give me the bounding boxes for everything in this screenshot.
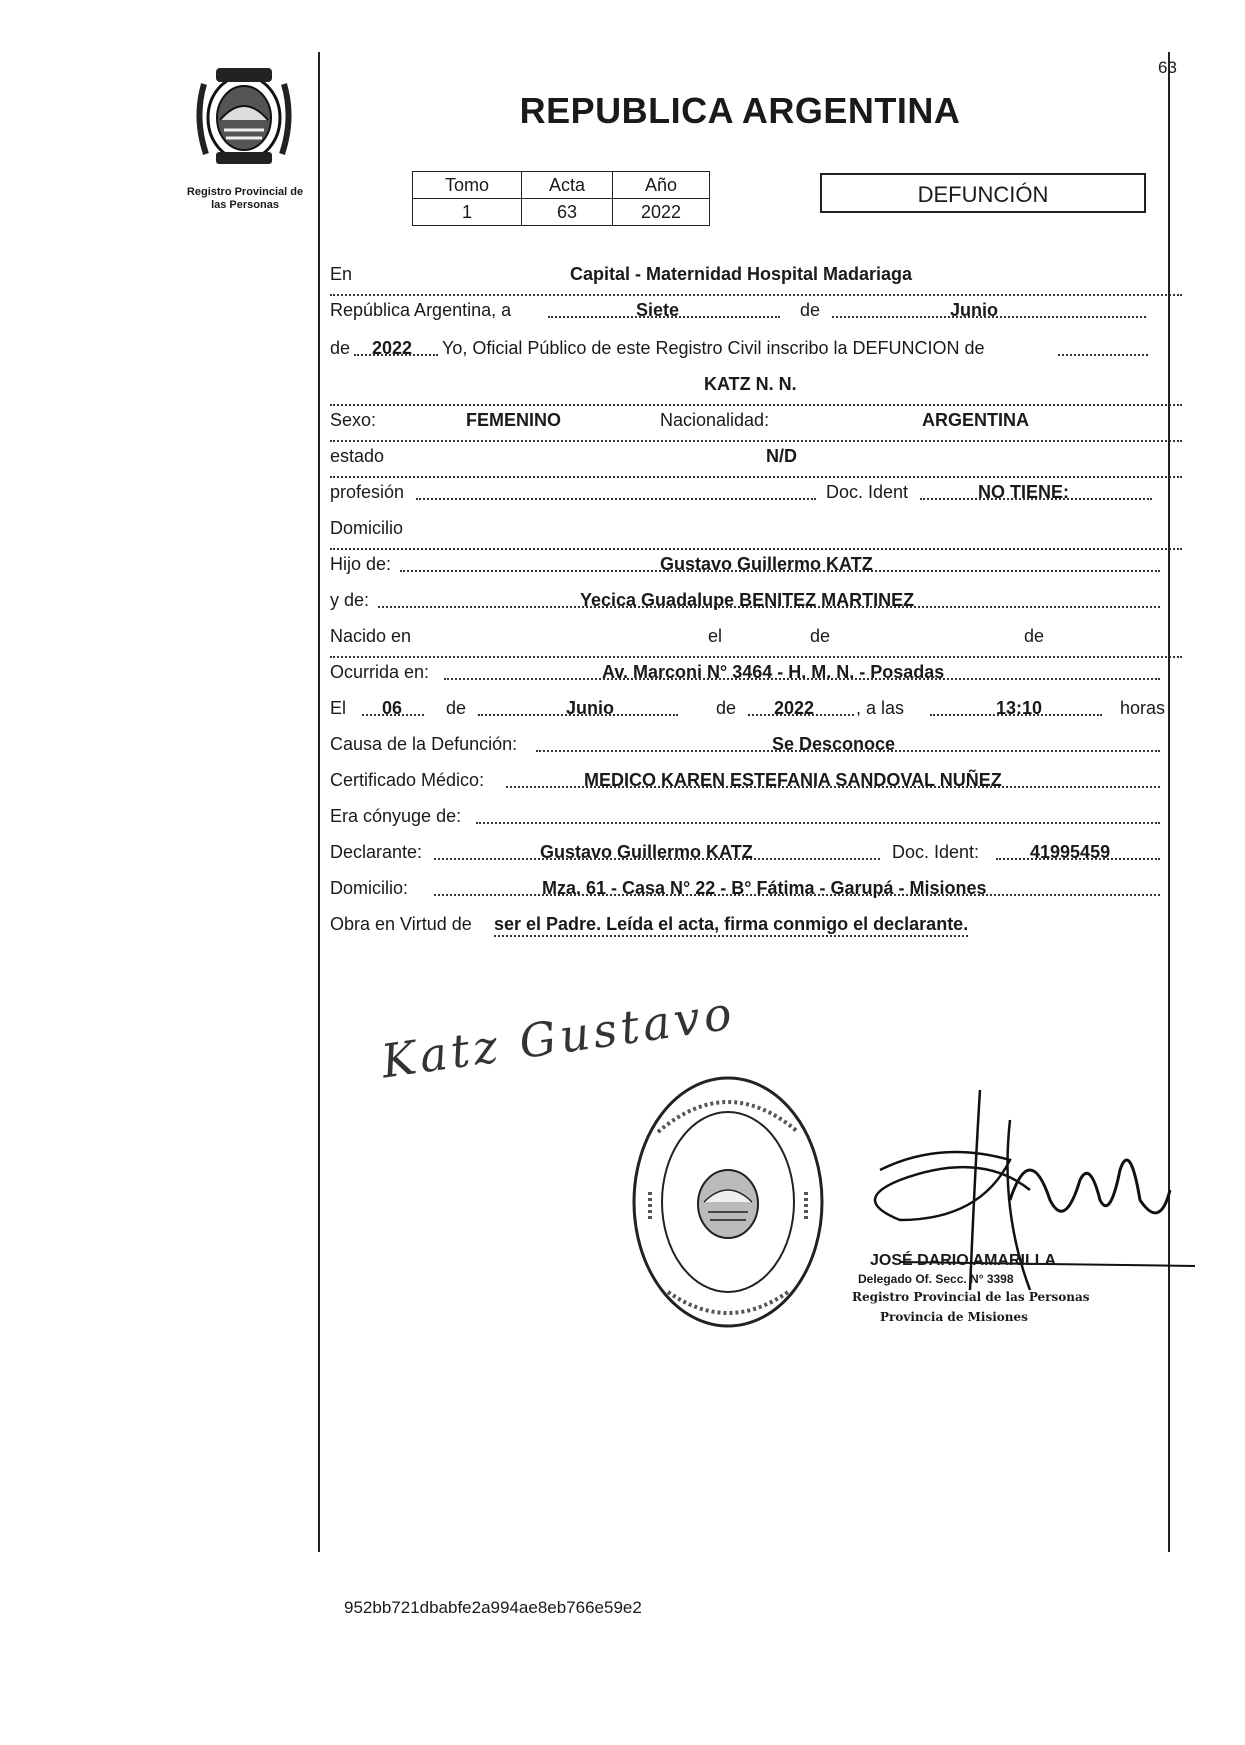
label-estado: estado bbox=[330, 446, 385, 466]
value-doc-ident: NO TIENE: bbox=[978, 482, 1070, 502]
label-conyuge: Era cónyuge de: bbox=[330, 806, 462, 826]
row-en bbox=[330, 258, 1182, 296]
label-decl-doc: Doc. Ident: bbox=[892, 842, 980, 862]
label-ocurrida: Ocurrida en: bbox=[330, 662, 430, 682]
value-death-time: 13:10 bbox=[996, 698, 1043, 718]
row-sexo bbox=[330, 404, 1182, 442]
document-title: REPUBLICA ARGENTINA bbox=[519, 90, 961, 131]
registry-caption-line-2: las Personas bbox=[211, 199, 279, 211]
official-province: Provincia de Misiones bbox=[880, 1310, 1028, 1324]
official-stamp bbox=[628, 1072, 828, 1332]
row-obra bbox=[330, 908, 1182, 944]
value-causa: Se Desconoce bbox=[772, 734, 896, 754]
row-domicilio-2 bbox=[330, 872, 1182, 908]
ref-value-anio: 2022 bbox=[613, 199, 710, 226]
label-el: el bbox=[708, 626, 723, 646]
value-day-word: Siete bbox=[636, 300, 680, 320]
label-domicilio-2: Domicilio: bbox=[330, 878, 409, 898]
label-obra: Obra en Virtud de bbox=[330, 914, 472, 934]
value-year: 2022 bbox=[372, 338, 413, 358]
page-number: 63 bbox=[1158, 58, 1177, 77]
row-nacido bbox=[330, 620, 1182, 658]
label-doc-ident: Doc. Ident bbox=[826, 482, 909, 502]
value-month-word: Junio bbox=[950, 300, 998, 320]
row-deceased bbox=[330, 368, 1182, 406]
value-nacionalidad: ARGENTINA bbox=[922, 410, 1029, 430]
label-horas: horas bbox=[1120, 698, 1166, 718]
row-profesion bbox=[330, 476, 1182, 512]
label-certificado: Certificado Médico: bbox=[330, 770, 485, 790]
label-nacionalidad: Nacionalidad: bbox=[660, 410, 770, 430]
value-obra: ser el Padre. Leída el acta, firma conmigo el declarante. bbox=[494, 914, 968, 937]
ref-header-acta: Acta bbox=[522, 172, 613, 199]
label-hijo-de: Hijo de: bbox=[330, 554, 392, 574]
row-causa bbox=[330, 728, 1182, 764]
label-de-b: de bbox=[1024, 626, 1045, 646]
label-de-4: de bbox=[716, 698, 737, 718]
value-certificado: MEDICO KAREN ESTEFANIA SANDOVAL NUÑEZ bbox=[584, 770, 1002, 790]
label-sexo: Sexo: bbox=[330, 410, 377, 430]
ref-header-tomo: Tomo bbox=[413, 172, 522, 199]
left-margin-line bbox=[318, 52, 320, 1552]
ref-header-anio: Año bbox=[613, 172, 710, 199]
official-registry: Registro Provincial de las Personas bbox=[852, 1290, 1090, 1304]
document-hash: 952bb721dbabfe2a994ae8eb766e59e2 bbox=[344, 1598, 642, 1617]
row-death-date bbox=[330, 692, 1182, 728]
value-decl-doc: 41995459 bbox=[1030, 842, 1111, 862]
document-type-box: DEFUNCIÓN bbox=[820, 173, 1146, 213]
label-domicilio: Domicilio bbox=[330, 518, 404, 538]
value-ocurrida: Av. Marconi N° 3464 - H. M. N. - Posadas bbox=[602, 662, 945, 682]
row-date bbox=[330, 294, 1182, 330]
row-declarante bbox=[330, 836, 1182, 872]
label-causa: Causa de la Defunción: bbox=[330, 734, 518, 754]
value-death-day: 06 bbox=[382, 698, 403, 718]
value-father: Gustavo Guillermo KATZ bbox=[660, 554, 873, 574]
row-y-de bbox=[330, 584, 1182, 620]
row-domicilio bbox=[330, 512, 1182, 550]
reference-table bbox=[412, 171, 710, 226]
value-place: Capital - Maternidad Hospital Madariaga bbox=[570, 264, 913, 284]
label-el-2: El bbox=[330, 698, 347, 718]
value-death-month: Junio bbox=[566, 698, 614, 718]
registry-caption bbox=[150, 186, 340, 212]
row-ocurrida bbox=[330, 656, 1182, 692]
label-de-2: de bbox=[330, 338, 351, 358]
value-sexo: FEMENINO bbox=[466, 410, 562, 430]
value-estado: N/D bbox=[766, 446, 797, 466]
label-en: En bbox=[330, 264, 353, 284]
label-de-a: de bbox=[810, 626, 831, 646]
label-de-3: de bbox=[446, 698, 467, 718]
label-de-1: de bbox=[800, 300, 821, 320]
row-estado bbox=[330, 440, 1182, 478]
label-profesion: profesión bbox=[330, 482, 405, 502]
official-post: Delegado Of. Secc. N° 3398 bbox=[858, 1272, 1014, 1286]
row-hijo bbox=[330, 548, 1182, 584]
row-statement bbox=[330, 332, 1182, 368]
value-death-year: 2022 bbox=[774, 698, 815, 718]
value-mother: Yecica Guadalupe BENITEZ MARTINEZ bbox=[580, 590, 915, 610]
official-name: JOSÉ DARIO AMARILLA bbox=[870, 1252, 1057, 1269]
registry-caption-line-1: Registro Provincial de bbox=[186, 186, 304, 198]
label-y-de: y de: bbox=[330, 590, 370, 610]
value-declarante: Gustavo Guillermo KATZ bbox=[540, 842, 753, 862]
value-deceased-name: KATZ N. N. bbox=[704, 374, 797, 394]
row-conyuge bbox=[330, 800, 1182, 836]
label-a-las: , a las bbox=[856, 698, 905, 718]
value-domicilio-2: Mza. 61 - Casa N° 22 - B° Fátima - Garupá - Misiones bbox=[542, 878, 987, 898]
ref-value-acta: 63 bbox=[522, 199, 613, 226]
label-declarante: Declarante: bbox=[330, 842, 423, 862]
provincial-seal-logo bbox=[190, 64, 298, 168]
ref-value-tomo: 1 bbox=[413, 199, 522, 226]
label-nacido-en: Nacido en bbox=[330, 626, 412, 646]
label-republica: República Argentina, a bbox=[330, 300, 512, 320]
row-certificado bbox=[330, 764, 1182, 800]
declarant-signature: Katz Gustavo bbox=[377, 985, 739, 1089]
statement-text: Yo, Oficial Público de este Registro Civil inscribo la DEFUNCION de bbox=[442, 338, 985, 358]
